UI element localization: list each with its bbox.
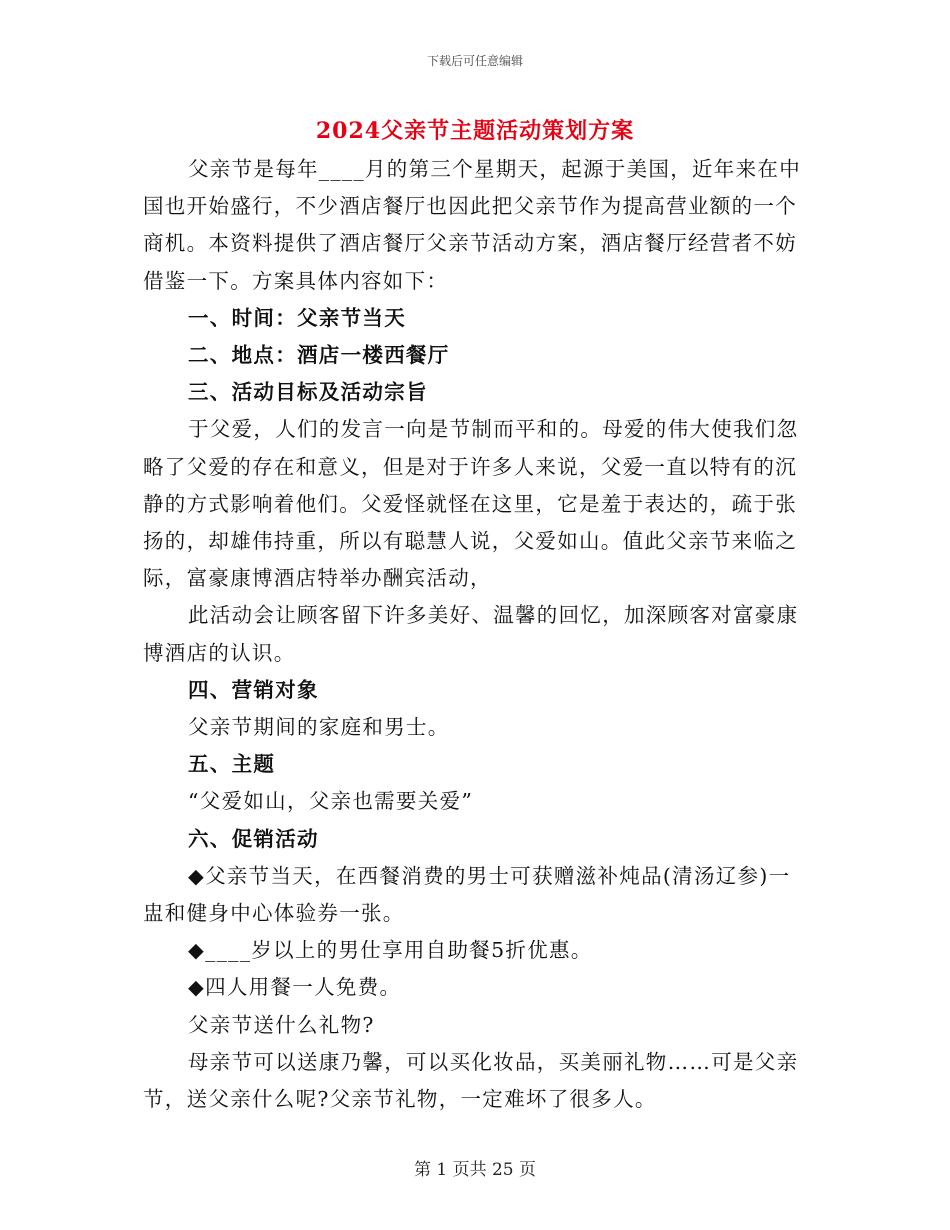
body-paragraph: 父亲节是每年____月的第三个星期天，起源于美国，近年来在中国也开始盛行，不少酒店餐厅也因此把父亲节作为提高营业额的一个商机。本资料提供了酒店餐厅父亲节活动方案，酒店餐厅经营者不妨借鉴一下。方案具体内容如下： xyxy=(143,157,801,293)
section-heading: 二、地点：酒店一楼西餐厅 xyxy=(188,343,450,368)
body-paragraph: 此活动会让顾客留下许多美好、温馨的回忆，加深顾客对富豪康博酒店的认识。 xyxy=(143,603,799,665)
page-footer: 第 1 页共 25 页 xyxy=(413,1160,537,1180)
body-paragraph: ◆____岁以上的男仕享用自助餐5折优惠。 xyxy=(188,938,593,963)
body-paragraph: 于父爱，人们的发言一向是节制而平和的。母爱的伟大使我们忽略了父爱的存在和意义，但是对于许多人来说，父爱一直以特有的沉静的方式影响着他们。父爱怪就怪在这里，它是羞于表达的，疏于张扬的，却雄伟持重，所以有聪慧人说，父爱如山。值此父亲节来临之际，富豪康博酒店特举办酬宾活动， xyxy=(143,417,799,591)
section-heading: 三、活动目标及活动宗旨 xyxy=(188,380,428,405)
section-heading: 五、主题 xyxy=(188,752,276,777)
body-paragraph: ◆四人用餐一人免费。 xyxy=(188,975,402,1000)
body-paragraph: ◆父亲节当天，在西餐消费的男士可获赠滋补炖品(清汤辽参)一盅和健身中心体验券一张。 xyxy=(143,863,791,926)
body-paragraph: 父亲节送什么礼物? xyxy=(188,1012,375,1037)
body-paragraph: “父爱如山，父亲也需要关爱” xyxy=(188,789,474,814)
section-heading: 一、时间：父亲节当天 xyxy=(188,305,406,330)
header-note: 下载后可任意编辑 xyxy=(426,54,523,68)
body-paragraph: 父亲节期间的家庭和男士。 xyxy=(188,715,450,740)
section-heading: 六、促销活动 xyxy=(188,826,319,851)
section-heading: 四、营销对象 xyxy=(188,677,319,702)
document-body xyxy=(143,151,803,1118)
document-title: 2024父亲节主题活动策划方案 xyxy=(315,118,635,144)
body-paragraph: 母亲节可以送康乃馨，可以买化妆品，买美丽礼物……可是父亲节，送父亲什么呢?父亲节礼物，一定难坏了很多人。 xyxy=(143,1049,799,1112)
